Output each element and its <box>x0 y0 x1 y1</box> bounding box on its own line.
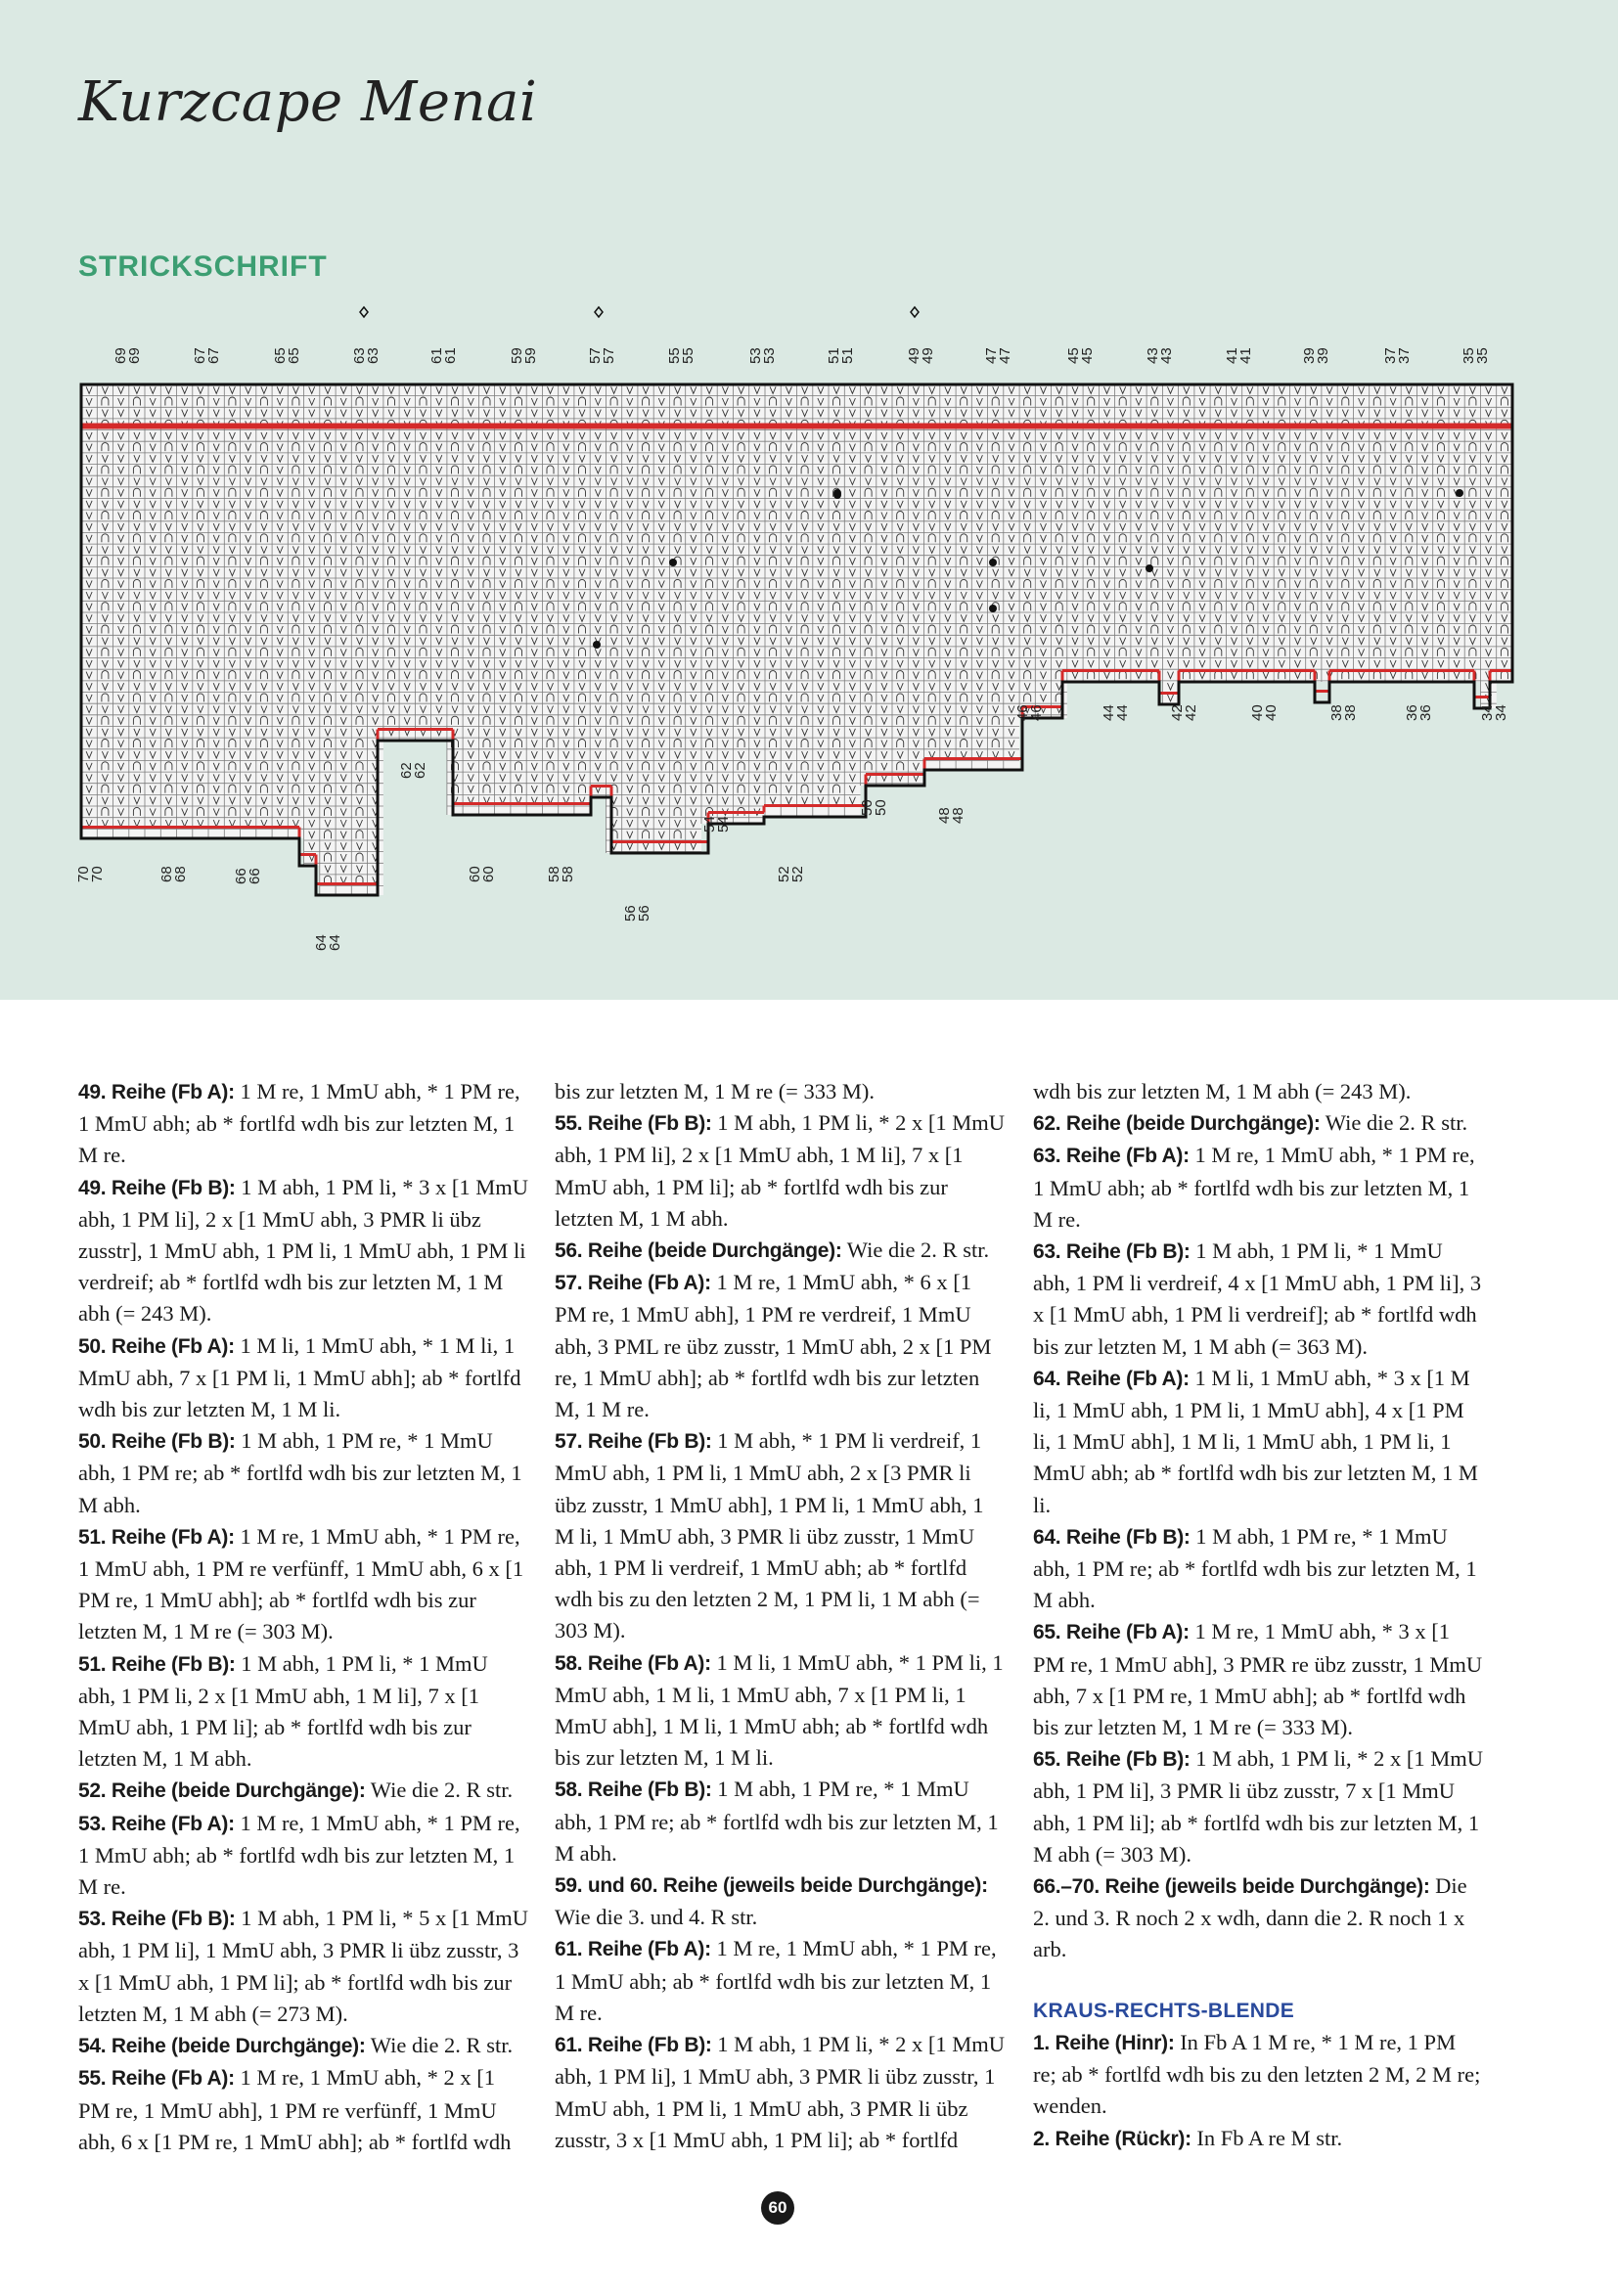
row-number-top: 35 <box>1474 347 1491 364</box>
row-number-bottom: 50 <box>859 799 876 816</box>
chart-column <box>638 384 653 853</box>
row-number-bottom: 42 <box>1169 704 1186 721</box>
row-instruction: 1 M li, 1 MmU abh, * 1 M li, 1 MmU abh, 7 x [1 PM li, 1 MmU abh]; ab * fortlfd wdh bis zur letzten M, 1 M li. <box>78 1332 521 1422</box>
chart-column <box>1179 384 1194 682</box>
chart-column <box>1210 384 1226 682</box>
section-heading-blende: KRAUS-RECHTS-BLENDE <box>1033 1999 1295 2022</box>
row-number-bottom: 66 <box>247 868 263 884</box>
row-number-bottom: 34 <box>1479 704 1496 721</box>
chart-column <box>1385 384 1401 682</box>
row-label: 61. Reihe (Fb A): <box>555 1938 711 1961</box>
row-number-top: 59 <box>509 347 525 364</box>
row-number-bottom: 66 <box>233 868 249 884</box>
row-number-top: 49 <box>906 347 922 364</box>
instruction-paragraph <box>78 2062 528 2158</box>
chart-column <box>1083 384 1099 682</box>
row-instruction: Wie die 2. R str. <box>1320 1110 1468 1136</box>
chart-column <box>415 384 430 741</box>
cluster-stitch-dot <box>593 641 601 649</box>
chart-column <box>1353 384 1369 682</box>
row-number-bottom: 62 <box>398 762 415 779</box>
row-instruction: 1 M abh, 1 PM re, * 1 MmU abh, 1 PM re; ab * fortlfd wdh bis zur letzten M, 1 M abh. <box>1033 1523 1477 1613</box>
chart-column <box>1449 384 1464 682</box>
row-number-bottom: 38 <box>1342 704 1359 721</box>
instruction-paragraph <box>78 1648 528 1776</box>
row-label: 64. Reihe (Fb A): <box>1033 1367 1190 1390</box>
row-instruction: 1 M abh, 1 PM re, * 1 MmU abh, 1 PM re; ab * fortlfd wdh bis zur letzten M, 1 M abh. <box>555 1777 999 1866</box>
row-label: 53. Reihe (Fb A): <box>78 1812 235 1835</box>
row-number-top: 63 <box>365 347 382 364</box>
row-instruction: 1 M li, 1 MmU abh, * 1 PM li, 1 MmU abh, 1 M li, 1 MmU abh, 7 x [1 PM li, 1 MmU abh], 1 M li, 1 MmU abh; ab * fortlfd wdh bis zur letzten M, 1 M li. <box>555 1649 1004 1771</box>
instruction-paragraph <box>1033 2123 1483 2155</box>
row-number-bottom: 48 <box>950 807 966 824</box>
instructions-column-2 <box>555 1076 1005 2156</box>
chart-column <box>1258 384 1274 682</box>
row-label: 52. Reihe (beide Durchgänge): <box>78 1779 366 1803</box>
row-instruction: 1 M re, 1 MmU abh, * 1 PM re, 1 MmU abh; ab * fortlfd wdh bis zur letzten M, 1 M re. <box>78 1810 520 1900</box>
chart-column <box>1416 384 1432 682</box>
instruction-paragraph <box>1033 1140 1483 1236</box>
row-number-top: 67 <box>192 347 208 364</box>
row-number-bottom: 62 <box>412 762 428 779</box>
row-number-top: 45 <box>1079 347 1096 364</box>
chart-column <box>1337 384 1353 682</box>
instruction-paragraph <box>1033 2027 1483 2123</box>
cluster-stitch-dot <box>669 559 677 566</box>
row-number-top: 55 <box>666 347 683 364</box>
row-number-top: 41 <box>1237 347 1254 364</box>
row-label: 50. Reihe (Fb B): <box>78 1430 236 1454</box>
chart-column <box>1433 384 1449 682</box>
row-instruction: 1 M re, 1 MmU abh, * 1 PM re, 1 MmU abh; ab * fortlfd wdh bis zur letzten M, 1 M re. <box>1033 1143 1475 1232</box>
row-number-bottom: 42 <box>1183 704 1199 721</box>
row-number-bottom: 52 <box>789 866 806 882</box>
row-label: 62. Reihe (beide Durchgänge): <box>1033 1112 1321 1136</box>
chart-column <box>1370 384 1385 682</box>
instruction-paragraph <box>555 1267 1005 1425</box>
chart-column <box>1194 384 1210 682</box>
instruction-paragraph <box>78 1330 528 1426</box>
row-number-bottom: 46 <box>1014 704 1031 721</box>
row-number-top: 37 <box>1382 347 1399 364</box>
row-label: 49. Reihe (Fb B): <box>78 1176 236 1199</box>
row-label: 64. Reihe (Fb B): <box>1033 1525 1191 1549</box>
page-title: Kurzcape Menai <box>78 70 538 134</box>
instruction-paragraph <box>78 1172 528 1330</box>
chart-column <box>892 384 908 786</box>
instruction-paragraph <box>555 1235 1005 1267</box>
row-number-bottom: 58 <box>546 866 562 882</box>
section-heading: STRICKSCHRIFT <box>78 250 328 283</box>
row-number-top: 47 <box>997 347 1013 364</box>
row-label: 58. Reihe (Fb A): <box>555 1651 711 1675</box>
row-instruction: Wie die 2. R str. <box>365 1778 514 1803</box>
chart-column <box>1322 384 1337 682</box>
chart-column <box>669 384 685 853</box>
instruction-paragraph <box>555 1774 1005 1869</box>
row-label: 57. Reihe (Fb B): <box>555 1430 712 1454</box>
row-number-top: 63 <box>351 347 368 364</box>
row-instruction: 1 M abh, 1 PM li, * 3 x [1 MmU abh, 1 PM li], 2 x [1 MmU abh, 3 PMR li übz zusstr], 1 MmU abh, 1 PM li, 1 MmU abh, 1 PM li verdreif; ab * fortlfd wdh bis zur letzten M, 1 M abh (= 243 M). <box>78 1174 528 1327</box>
row-label: 58. Reihe (Fb B): <box>555 1778 712 1802</box>
chart-column <box>1289 384 1305 682</box>
chart-column <box>1115 384 1131 682</box>
row-label: 53. Reihe (Fb B): <box>78 1908 236 1931</box>
chart-column <box>399 384 415 741</box>
instruction-paragraph <box>78 1425 528 1521</box>
chart-column <box>383 384 399 741</box>
instruction-paragraph <box>555 1425 1005 1646</box>
chart-column <box>1067 384 1083 682</box>
row-number-top: 55 <box>680 347 697 364</box>
row-number-bottom: 40 <box>1249 704 1266 721</box>
instruction-paragraph <box>78 1521 528 1648</box>
row-instruction: 1 M abh, 1 PM li, * 2 x [1 MmU abh, 1 PM li], 2 x [1 MmU abh, 1 M li], 7 x [1 MmU abh, 1 PM li]; ab * fortlfd wdh bis zur letzten M, 1 M abh. <box>555 1110 1005 1231</box>
instruction-paragraph <box>555 1647 1005 1775</box>
chart-column <box>1242 384 1258 682</box>
knitting-chart <box>0 0 1618 1000</box>
row-instruction: 1 M re, 1 MmU abh, * 1 PM re, 1 MmU abh, 1 PM re verfünff, 1 MmU abh, 6 x [1 PM re, 1 MmU abh]; ab * fortlfd wdh bis zur letzten M, 1 M re (= 303 M). <box>78 1523 524 1644</box>
instruction-paragraph <box>555 2029 1005 2156</box>
row-number-top: 69 <box>126 347 143 364</box>
row-number-top: 57 <box>587 347 604 364</box>
row-instruction: 1 M abh, 1 PM li, * 2 x [1 MmU abh, 1 PM li], 1 MmU abh, 3 PMR li übz zusstr, 1 MmU abh, 1 PM li, 1 MmU abh, 3 PMR li übz zusstr, 3 x [1 MmU abh, 1 PM li]; ab * fortlfd <box>555 2032 1005 2152</box>
row-number-top: 39 <box>1315 347 1331 364</box>
row-instruction: 1 M abh, * 1 PM li verdreif, 1 MmU abh, 1 PM li, 1 MmU abh, 2 x [3 PMR li übz zusstr, 1 MmU abh], 1 PM li, 1 MmU abh, 1 M li, 1 MmU abh, 3 PMR li übz zusstr, 1 MmU abh, 1 PM li verdreif, 1 MmU abh; ab * fortlfd wdh bis zu den letzten 2 M, 1 PM li, 1 M abh (= 303 M). <box>555 1428 984 1643</box>
instruction-paragraph <box>78 1808 528 1904</box>
row-number-top: 67 <box>205 347 222 364</box>
chart-column <box>1099 384 1114 682</box>
row-instruction: 1 M re, 1 MmU abh, * 3 x [1 PM re, 1 MmU abh], 3 PMR re übz zusstr, 1 MmU abh, 7 x [1 PM re, 1 MmU abh]; ab * fortlfd wdh bis zur letzten M, 1 M re (= 333 M). <box>1033 1619 1483 1740</box>
row-number-top: 51 <box>826 347 842 364</box>
instruction-paragraph <box>1033 1521 1483 1617</box>
row-instruction: Wie die 3. und 4. R str. <box>555 1905 758 1930</box>
row-number-top: 53 <box>761 347 778 364</box>
row-instruction: 1 M re, 1 MmU abh, * 2 x [1 PM re, 1 MmU abh], 1 PM re verfünff, 1 MmU abh, 6 x [1 PM re, 1 MmU abh]; ab * fortlfd wdh <box>78 2065 512 2154</box>
cluster-stitch-dot <box>989 559 997 566</box>
instruction-paragraph <box>1033 1076 1483 1107</box>
repeat-marker-icon <box>595 307 603 317</box>
row-number-bottom: 60 <box>467 866 483 882</box>
row-number-bottom: 58 <box>560 866 576 882</box>
repeat-marker-icon <box>911 307 919 317</box>
row-number-bottom: 60 <box>480 866 497 882</box>
row-number-top: 51 <box>839 347 856 364</box>
row-label: 56. Reihe (beide Durchgänge): <box>555 1239 842 1263</box>
instruction-paragraph <box>555 1869 1005 1933</box>
row-instruction: In Fb A 1 M re, * 1 M re, 1 PM re; ab * fortlfd wdh bis zu den letzten 2 M, 2 M re; wenden. <box>1033 2029 1481 2119</box>
chart-column <box>1480 384 1496 708</box>
row-instruction: 1 M abh, 1 PM li, * 2 x [1 MmU abh, 1 PM li], 3 PMR li übz zusstr, 7 x [1 MmU abh, 1 PM li]; ab * fortlfd wdh bis zur letzten M, 1 M abh (= 303 M). <box>1033 1746 1483 1867</box>
row-number-bottom: 70 <box>75 866 92 882</box>
row-instruction: 1 M abh, 1 PM re, * 1 MmU abh, 1 PM re; ab * fortlfd wdh bis zur letzten M, 1 M abh. <box>78 1428 522 1517</box>
row-number-top: 39 <box>1301 347 1318 364</box>
instruction-paragraph <box>78 1775 528 1807</box>
row-number-top: 65 <box>286 347 302 364</box>
instruction-paragraph <box>1033 1236 1483 1363</box>
cluster-stitch-dot <box>1146 564 1153 572</box>
chart-column <box>876 384 892 786</box>
row-number-bottom: 68 <box>158 866 175 882</box>
chart-column <box>431 384 447 741</box>
cluster-stitch-dot <box>1456 489 1463 497</box>
row-number-top: 37 <box>1396 347 1413 364</box>
row-instruction: bis zur letzten M, 1 M re (= 333 M). <box>555 1079 875 1103</box>
row-label: 63. Reihe (Fb B): <box>1033 1240 1191 1264</box>
row-number-top: 61 <box>442 347 459 364</box>
cluster-stitch-dot <box>989 605 997 612</box>
instruction-paragraph <box>555 1933 1005 2029</box>
instructions-column-1 <box>78 1076 528 2158</box>
row-number-top: 35 <box>1461 347 1477 364</box>
chart-column <box>1146 384 1162 682</box>
chart-column <box>1131 384 1146 682</box>
row-number-bottom: 48 <box>936 807 953 824</box>
row-instruction: 1 M re, 1 MmU abh, * 6 x [1 PM re, 1 MmU abh], 1 PM re verdreif, 1 MmU abh, 3 PML re übz zusstr, 1 MmU abh, 2 x [1 PM re, 1 MmU abh]; ab * fortlfd wdh bis zur letzten M, 1 M re. <box>555 1270 992 1422</box>
row-instruction: wdh bis zur letzten M, 1 M abh (= 243 M). <box>1033 1079 1412 1103</box>
row-number-bottom: 56 <box>636 905 652 922</box>
repeat-marker-icon <box>360 307 368 317</box>
row-instruction: Wie die 2. R str. <box>365 2033 514 2058</box>
instruction-paragraph <box>555 1076 1005 1107</box>
row-label: 51. Reihe (Fb A): <box>78 1525 235 1549</box>
instruction-paragraph <box>1033 1743 1483 1870</box>
row-number-bottom: 54 <box>701 816 718 833</box>
row-number-top: 45 <box>1065 347 1082 364</box>
row-instruction: Die 2. und 3. R noch 2 x wdh, dann die 2. R noch 1 x arb. <box>1033 1873 1467 1962</box>
row-number-bottom: 34 <box>1493 704 1509 721</box>
chart-column <box>606 384 621 853</box>
row-instruction: 1 M abh, 1 PM li, * 1 MmU abh, 1 PM li, 2 x [1 MmU abh, 1 M li], 7 x [1 MmU abh, 1 PM li]; ab * fortlfd wdh bis zur letzten M, 1 M abh. <box>78 1650 488 1772</box>
row-number-bottom: 44 <box>1114 704 1131 721</box>
row-label: 50. Reihe (Fb A): <box>78 1334 235 1358</box>
row-number-bottom: 52 <box>776 866 792 882</box>
row-label: 2. Reihe (Rückr): <box>1033 2127 1191 2150</box>
row-number-bottom: 36 <box>1417 704 1434 721</box>
instruction-paragraph <box>78 1903 528 2030</box>
row-number-top: 69 <box>112 347 129 364</box>
instructions-column-3 <box>1033 1076 1483 2155</box>
chart-column <box>686 384 701 853</box>
row-number-top: 53 <box>747 347 764 364</box>
chart-column <box>1226 384 1241 682</box>
row-number-top: 57 <box>601 347 617 364</box>
row-number-bottom: 46 <box>1028 704 1045 721</box>
row-label: 57. Reihe (Fb A): <box>555 1272 711 1295</box>
chart-column <box>1306 384 1322 682</box>
chart-column <box>908 384 923 786</box>
row-number-bottom: 36 <box>1404 704 1420 721</box>
row-number-top: 59 <box>522 347 539 364</box>
page-number: 60 <box>761 2191 794 2225</box>
row-number-bottom: 56 <box>622 905 639 922</box>
row-instruction: Wie die 2. R str. <box>841 1238 990 1263</box>
row-label: 63. Reihe (Fb A): <box>1033 1145 1190 1168</box>
row-number-top: 65 <box>272 347 289 364</box>
chart-column <box>1497 384 1512 682</box>
row-label: 66.–70. Reihe (jeweils beide Durchgänge): <box>1033 1875 1430 1899</box>
row-label: 65. Reihe (Fb B): <box>1033 1748 1191 1772</box>
row-instruction: 1 M abh, 1 PM li, * 1 MmU abh, 1 PM li verdreif, 4 x [1 MmU abh, 1 PM li], 3 x [1 MmU abh, 1 PM li verdreif]; ab * fortlfd wdh bis zur letzten M, 1 M abh (= 363 M). <box>1033 1238 1482 1359</box>
row-number-bottom: 70 <box>89 866 106 882</box>
chart-column <box>861 384 876 786</box>
cluster-stitch-dot <box>833 489 841 497</box>
row-number-bottom: 44 <box>1101 704 1117 721</box>
chart-column <box>1464 384 1480 682</box>
row-instruction: 1 M li, 1 MmU abh, * 3 x [1 M li, 1 MmU abh, 1 PM li, 1 MmU abh], 4 x [1 PM li, 1 MmU abh], 1 M li, 1 MmU abh, 1 PM li, 1 MmU abh; ab * fortlfd wdh bis zur letzten M, 1 M li. <box>1033 1365 1478 1517</box>
row-label: 54. Reihe (beide Durchgänge): <box>78 2035 366 2058</box>
row-number-bottom: 64 <box>313 934 330 951</box>
chart-column <box>622 384 638 853</box>
row-label: 1. Reihe (Hinr): <box>1033 2031 1175 2054</box>
row-instruction: 1 M abh, 1 PM li, * 5 x [1 MmU abh, 1 PM li], 1 MmU abh, 3 PMR li übz zusstr, 3 x [1 MmU abh, 1 PM li]; ab * fortlfd wdh bis zur letzten M, 1 M abh (= 273 M). <box>78 1906 528 2026</box>
row-label: 55. Reihe (Fb A): <box>78 2067 235 2091</box>
row-number-bottom: 54 <box>715 816 732 833</box>
chart-column <box>1401 384 1416 682</box>
instruction-paragraph <box>555 1107 1005 1235</box>
instruction-paragraph <box>1033 1107 1483 1140</box>
row-label: 61. Reihe (Fb B): <box>555 2034 712 2057</box>
row-instruction: In Fb A re M str. <box>1191 2125 1343 2150</box>
row-label: 55. Reihe (Fb B): <box>555 1112 712 1136</box>
chart-column <box>653 384 669 853</box>
row-number-top: 41 <box>1224 347 1240 364</box>
row-number-top: 43 <box>1145 347 1161 364</box>
row-instruction: 1 M re, 1 MmU abh, * 1 PM re, 1 MmU abh; ab * fortlfd wdh bis zur letzten M, 1 M re. <box>78 1079 520 1168</box>
row-label: 51. Reihe (Fb B): <box>78 1652 236 1676</box>
row-instruction: 1 M re, 1 MmU abh, * 1 PM re, 1 MmU abh; ab * fortlfd wdh bis zur letzten M, 1 M re. <box>555 1936 997 2025</box>
row-number-bottom: 40 <box>1263 704 1280 721</box>
instruction-paragraph <box>1033 1616 1483 1743</box>
row-number-top: 43 <box>1158 347 1175 364</box>
row-number-bottom: 50 <box>873 799 889 816</box>
row-number-bottom: 64 <box>327 934 343 951</box>
row-number-bottom: 38 <box>1328 704 1345 721</box>
row-label: 65. Reihe (Fb A): <box>1033 1621 1190 1644</box>
chart-column <box>1274 384 1289 682</box>
row-number-top: 47 <box>983 347 1000 364</box>
row-label: 49. Reihe (Fb A): <box>78 1081 235 1103</box>
row-number-top: 49 <box>920 347 936 364</box>
row-number-bottom: 68 <box>172 866 189 882</box>
instruction-paragraph <box>78 1076 528 1172</box>
instruction-paragraph <box>1033 1363 1483 1521</box>
row-number-top: 61 <box>428 347 445 364</box>
row-label: 59. und 60. Reihe (jeweils beide Durchgänge): <box>555 1874 988 1898</box>
instruction-paragraph <box>78 2030 528 2062</box>
instruction-paragraph <box>1033 1870 1483 1966</box>
